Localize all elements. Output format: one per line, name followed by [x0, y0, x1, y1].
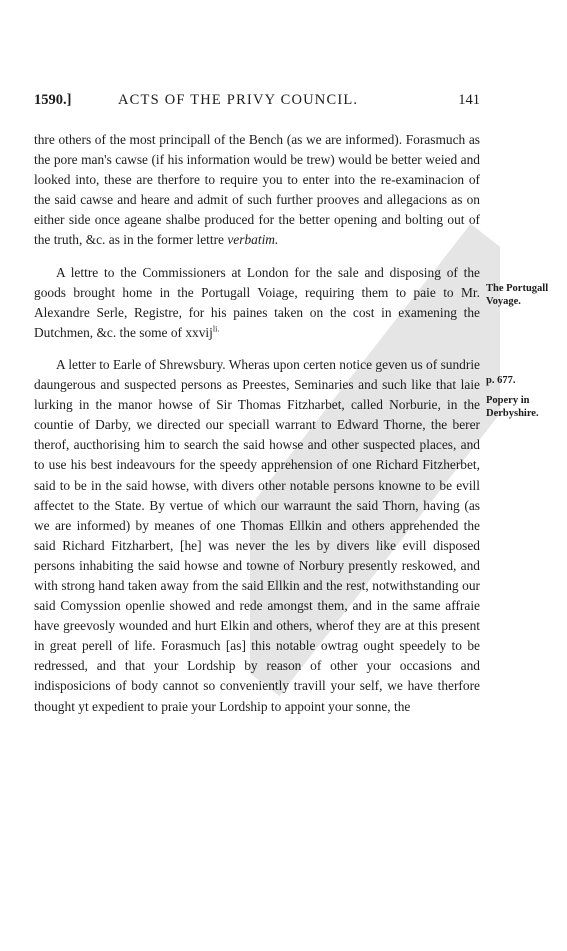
running-head: [34, 92, 480, 116]
paragraph-text: thre others of the most principall of the Bench (as we are informed). Forasmuch as the pore man's cawse (if his information would be trew) would be better weied and looked into, these are therfore to require you to enter into the re-examinacion of the said cawse and heare and admit of such further prooves and allegacions as on either side once ageane shalbe produced for the better opening and bolting out of the truth, &c. as in the former lettre: [34, 132, 480, 248]
body-text: [34, 130, 480, 717]
page-number: 141: [458, 92, 480, 108]
superscript-li: li.: [212, 324, 220, 334]
marginal-page-reference: p. 677.: [486, 375, 516, 386]
paragraph-text: A lettre to the Commissioners at London for the sale and disposing of the goods brought home in the Portugall Voiage, requiring them to paie to Mr. Alexandre Serle, Registre, for his paines taken on the cost in examening the Dutchmen, &c. the some of xxvij: [34, 264, 480, 340]
paragraph-portugall-voyage: [34, 263, 480, 343]
running-head-title: ACTS OF THE PRIVY COUNCIL.: [118, 92, 359, 108]
paragraph-continuation: [34, 130, 480, 251]
marginal-note-portugall-voyage: The Portugall Voyage.: [486, 283, 549, 307]
running-head-year: 1590.]: [34, 92, 72, 108]
paragraph-shrewsbury-letter: [34, 355, 480, 717]
marginal-note-popery-derbyshire: Popery in Derbyshire.: [486, 395, 539, 419]
paragraph-text: A letter to Earle of Shrewsbury. Wheras upon certen notice geven us of sundrie daungerous and suspected persons as Preestes, Seminaries and such like that laie lurking in the manor howse of Sir Thomas Fitzharbet, called Norburie, in the countie of Darby, we directed our speciall warrant to Edward Thorne, the berer therof, aucthorising him to search the said howse and other suspected places, and to use his best indeavours for the speedy apprehension of one Richard Fitzherbet, said to be in the said howse, with divers other notable persons knowne to be evill affectet to the State. By vertue of which our warraunt the said Thorn, having (as we are informed) by meanes of one Thomas Ellkin and others apprehended the said Richard Fitzharbert, [he] was never the les by divers like evill disposed persons inhabiting the said howse and towne of Norbury presently reskowed, and with strong hand taken away from the said Ellkin and the rest, notwithstanding our said Comyssion openlie showed and rede amongst them, and in the same affraie have greevosly wounded and hurt Elkin and others, wherof they are at this present in great perell of life. Forasmuch [as] this notable owtrag ought speedely to be redressed, and that your Lordship by reason of other your occasions and indisposicions of body cannot so conveniently travill your self, we have therfore thought yt expedient to praie your Lordship to appoint your sonne, the: [34, 356, 480, 714]
italic-word: verbatim.: [227, 232, 279, 248]
